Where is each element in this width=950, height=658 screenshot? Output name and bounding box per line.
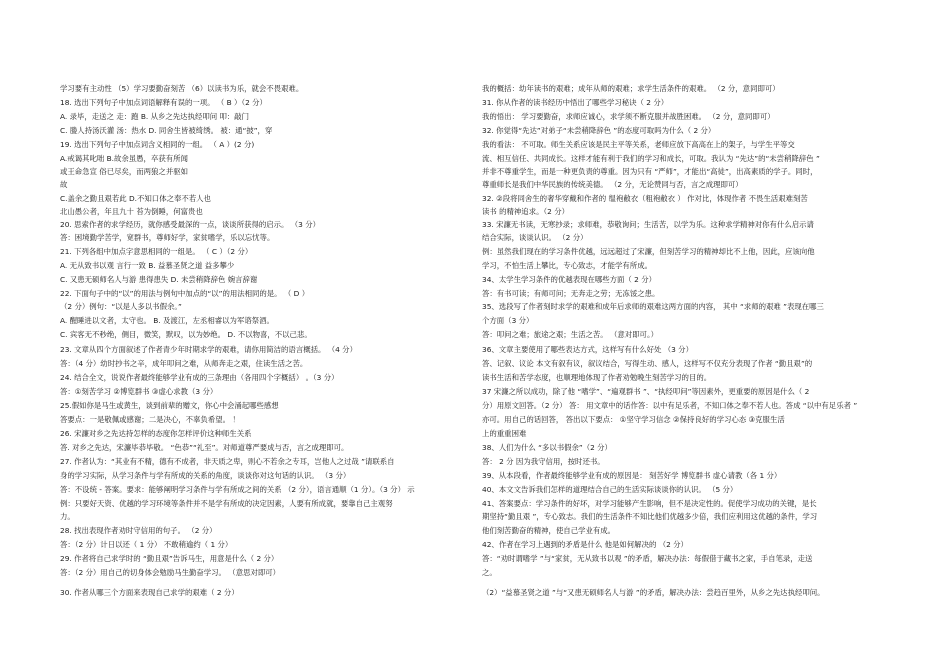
right-text-line: 个方面（3 分）	[482, 316, 534, 325]
left-text-line: 23. 文章从四个方面叙述了作者青少年时期求学的艰难，请你用简洁的语言概括。 （4 分）	[60, 345, 357, 354]
right-text-line: （2）“益慕圣贤之道 ”与“又患无硕师名人与游 ”的矛盾，解决办法：尝趋百里外，从乡之先达执经叩问。	[482, 588, 825, 597]
left-text-line: 答要点：一是敬佩或感谢；二是决心，不辜负希望。 ！	[60, 415, 240, 424]
right-text-line: 31. 你从作者的读书经历中悟出了哪些学习秘诀（ 2 分）	[482, 98, 669, 107]
right-text-line: 38、人们为什么 “多以书假余”（2 分）	[482, 443, 612, 452]
left-text-line: 21. 下列各组中加点字意思相同的一组是。 （ C ）（2 分）	[60, 247, 253, 256]
right-text-line: 我的概括：幼年读书的艰难；成年从师的艰难；求学生活条件的艰难。 （2 分，意同即可）	[482, 84, 780, 93]
left-text-line: A. 无从致书以观 言行一致 B. 益慕圣贤之道 益多攀少	[60, 261, 235, 270]
left-text-line: （2 分）例句：“以是人多以书假余。”	[60, 302, 182, 311]
right-text-line: 流、相互信任、共同成长。这样才能有利于我们的学习和成长，可取。我认为 “先达”的“未尝稍降辞色 ”	[482, 154, 820, 163]
right-text-line: 40、本文文告诉我们怎样的道理结合自己的生活实际谈谈你的认识。 （5 分）	[482, 485, 738, 494]
right-text-line: 32. 你觉得“先达”对弟子“未尝稍降辞色 ”的态度可取吗为什么（ 2 分）	[482, 126, 716, 135]
right-text-line: 答：有书可读；有师可问；无奔走之劳；无冻馁之患。	[482, 289, 660, 298]
right-text-line: 32. ②段将同舍生的奢华穿戴和作者的 缊袍敝衣（粗袍敝衣 ） 作对比，体现作者 不畏生活艰难刻苦	[482, 194, 808, 203]
left-text-line: 答：不设统 - 答案。要求：能够阐明学习条件与学有所成之间的关系 （2 分），语言通顺（1 分）。（3 分） 示	[60, 485, 415, 494]
right-column	[482, 0, 890, 658]
right-text-line: 41、答案要点：学习条件的好坏，对学习能够产生影响，但不是决定性的。促使学习成功的关键，是长	[482, 499, 817, 508]
left-text-line: 力。	[60, 512, 75, 521]
right-text-line: 33. 宋濂无书读，无寒抄录；求师难，恭敬询问；生活苦，以学为乐。这种求学精神对你有什么启示请	[482, 220, 814, 229]
right-text-line: 分）用原文回答。（2 分） 答： 用文章中的话作答：以中有足乐者，不知口体之奉不若人也。答成 “以中有足乐者 ”	[482, 401, 858, 410]
right-text-line: 他们刻苦勤奋的精神，使自己学业有成。	[482, 526, 616, 535]
right-text-line: 读书 的精神追求。（2 分）	[482, 207, 569, 216]
right-text-line: 答：“劝时谓嗜学 ”与“家贫，无从致书以观 ”的矛盾，解决办法：每假借于藏书之家，手自笔录，走送	[482, 554, 813, 563]
left-text-line: C. 媵人持汤沃灌 汤：热水 D. 同舍生皆被绮绣。 被：通“披”，穿	[60, 126, 273, 135]
left-text-line: C. 宾客无不秒绝，侧目，微笑，默叹，以为妙绝。 D. 不以物喜，不以己悲。	[60, 330, 312, 339]
left-text-line: 19. 选出下列句子中加点词含义相同的一组。 （ A ）(2 分)	[60, 140, 255, 149]
left-text-line: C.盖余之勤且艰若此 D.不知口体之奉不若人也	[60, 194, 211, 203]
left-text-line: 26. 宋濂对乡之先达持怎样的态度你怎样评价这种师生关系	[60, 429, 252, 438]
right-text-line: 之。	[482, 568, 497, 577]
right-text-line: 42、作者在学习上遇到的矛盾是什么 他是如何解决的 （2 分）	[482, 540, 688, 549]
right-text-line: 尊重师长是我们中华民族的传统美德。 （2 分，无论赞同与否，言之成理即可）	[482, 180, 743, 189]
left-text-line: 身的学习实际，从学习条件与学有所成的关系的角度，谈谈你对这句话的认识。 （3 分）	[60, 471, 351, 480]
right-text-line: 36、文章主要使用了哪些表达方式，这样写有什么好处 （3 分）	[482, 345, 693, 354]
left-text-line: A.戒谒其叱咄 B.故余虽愚，卒获有所闻	[60, 154, 188, 163]
right-text-line: 并非不尊重学生，而是一种更负责的尊重。因为只有 “严师”，才能出“高徒”，出高素质的学子。同时，	[482, 167, 818, 176]
left-text-line: 答. 对乡之先达，宋濂毕恭毕敬。 “色恭”“礼至”。对师道尊严要成与否，言之成理即可。	[60, 443, 349, 452]
left-text-line: 学习要有主动性 （5）学习要勤奋刻苦 （6）以读书为乐，就会不畏艰难。	[60, 84, 304, 93]
right-text-line: 学习，不怕生活上攀比，专心致志，才能学有所成。	[482, 261, 652, 270]
left-text-line: 答：困境勤学苦学，宽群书，尊师好学，家贫嗜学，乐以忘忧等。	[60, 233, 275, 242]
right-text-line: 39、从本段看，作者最终能够学业有成的原因是： 刻苦好学 博览群书 虚心请教（各 1 分）	[482, 471, 782, 480]
right-text-line: 我的看法： 不可取。师生关系应该是民主平等关系，老师应放下高高在上的架子，与学生平等交	[482, 140, 795, 149]
left-text-line: 答：（4 分）幼时抄书之辛，成年叩问之难，从师奔走之艰，住读生活之苦。	[60, 359, 308, 368]
left-text-line: 例：只要好天资、优越的学习环境等条件并不是学有所成的决定因素，人要有所成就，要靠自己主观努	[60, 499, 393, 508]
right-text-line: 亦可。用自己的话回答， 答出以下要点： ①坚守学习信念 ②保持良好的学习心态 ③克服生活	[482, 415, 785, 424]
right-text-line: 答： 2 分 因为我守信用，按时还书。	[482, 457, 605, 466]
left-text-line: A. 醒睡进以文者，太守也。 B. 及渡江，左丞相睿以为军谘祭酒。	[60, 316, 274, 325]
left-text-line: 22. 下面句子中的“以”的用法与例句中加点的“以”的用法相同的是。 （ D ）	[60, 289, 310, 298]
right-text-line: 期坚持“勤且艰 ”，专心致志。我们的生活条件不知比他们优越多少倍，我们应利用这优越的条件，学习	[482, 512, 818, 521]
left-text-line: 答：（2 分）用自己的切身体会勉励马生勤奋学习。 （意思对即可）	[60, 568, 281, 577]
left-text-line: 28. 找出表现作者劝时守信用的句子。 （2 分）	[60, 526, 217, 535]
right-text-line: 答、记叙、议论 本文有叙有议，叙议结合，写得生动、感人，这样写不仅充分表现了作者 “勤且艰”的	[482, 359, 813, 368]
right-text-line: 上的重重困难	[482, 429, 527, 438]
left-text-line: 27. 作者认为：“其业有不精，德有不成者，非天质之卑，则心不若余之专耳，岂他人之过哉 ”请联系自	[60, 457, 395, 466]
left-text-line: 答：①刻苦学习 ②博览群书 ③虚心求教（3 分）	[60, 387, 218, 396]
left-text-line: 或王命急宣 俗已尽矣，而两狼之并驱如	[60, 167, 188, 176]
left-text-line: A. 录毕，走送之 走：跑 B. 从乡之先达执经叩问 叩：敲门	[60, 112, 250, 121]
left-text-line: 29. 作者将自己求学时的 “勤且艰”告诉马生，用意是什么（ 2 分）	[60, 554, 279, 563]
right-text-line: 例：虽然我们现在的学习条件优越，远远超过了宋濂，但刻苦学习的精神却比不上他，因此，应该向他	[482, 247, 815, 256]
left-text-line: 25.假如你是马生或黄生，谈到前辈的赠文，你心中会涌起哪些感想	[60, 401, 279, 410]
left-text-line: 18. 选出下列句子中加点词语解释有误的一项。 （ B ）（2 分）	[60, 98, 267, 107]
left-text-line: C. 又患无硕师名人与游 患得患失 D. 未尝稍降辞色 婉言辞谢	[60, 275, 258, 284]
left-text-line: 答：（2 分）计日以还（ 1 分） 不敢稍逾约（ 1 分）	[60, 540, 233, 549]
right-text-line: 读书生活和苦学态度，也顺理地体现了作者劝勉晚生刻苦学习的目的。	[482, 373, 712, 382]
left-column	[60, 0, 460, 658]
left-text-line: 30. 作者从哪三个方面来表现自己求学的艰难（ 2 分）	[60, 588, 239, 597]
right-text-line: 34、太学生学习条件的优越表现在哪些方面（ 2 分）	[482, 275, 657, 284]
right-text-line: 结合实际，谈谈认识。 （2 分）	[482, 233, 588, 242]
left-text-line: 故	[60, 180, 68, 189]
left-text-line: 20. 思索作者的求学经历，就你感受最深的一点，谈谈所获得的启示。 （3 分）	[60, 220, 321, 229]
right-text-line: 我的悟出： 学习要勤奋，求师应诚心，求学须不断克服并战胜困难。 （2 分，意同即可）	[482, 112, 775, 121]
right-text-line: 答：叩问之难；旅途之艰；生活之苦。 （意对即可。）	[482, 330, 659, 339]
right-text-line: 37 宋濂之所以成功，除了他 “嗜学”、“遍观群书 ”、“执经叩问”等因素外，更重要的原因是什么（ 2	[482, 387, 810, 396]
right-text-line: 35、选段写了作者刻时求学的艰难和成年后求师的艰难这两方面的内容， 其中 “求师的艰难 ”表现在哪三	[482, 302, 824, 311]
left-text-line: 北山愚公者，年且九十 苔为倒睡，何富贵也	[60, 207, 203, 216]
left-text-line: 24. 结合全文，说说作者最终能够学业有成的三条理由（各用四个字概括） 。（3 分）	[60, 373, 339, 382]
